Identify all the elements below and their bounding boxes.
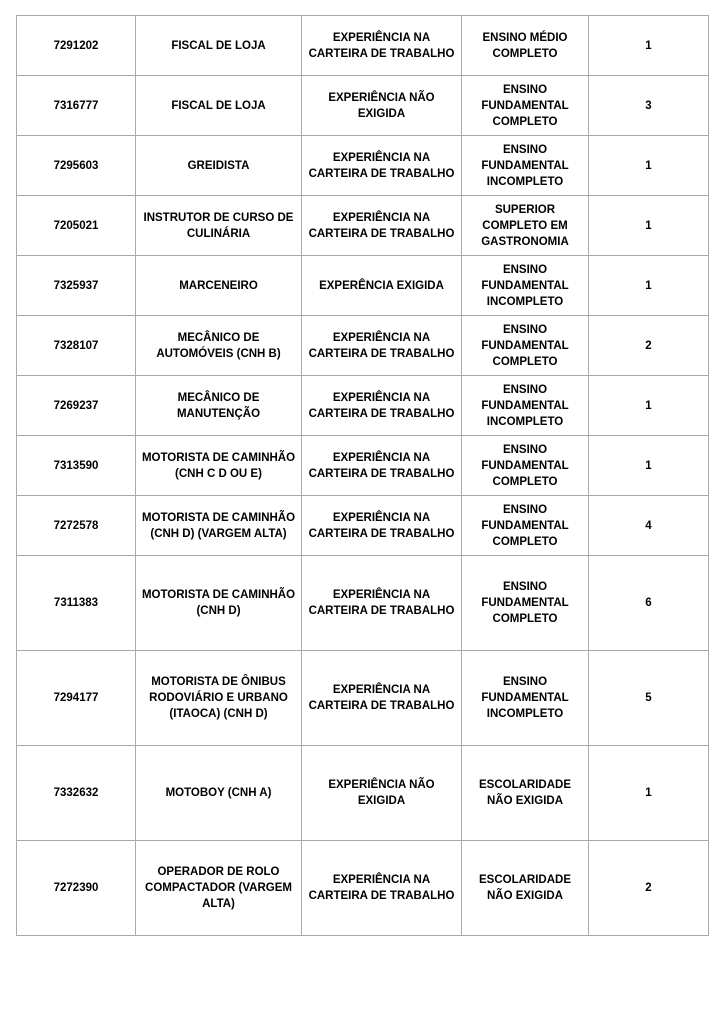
job-role: MOTORISTA DE CAMINHÃO (CNH D) (VARGEM ALTA) [136, 496, 302, 556]
table-row [17, 136, 709, 196]
job-experience: EXPERÊNCIA EXIGIDA [302, 256, 462, 316]
job-code: 7291202 [17, 16, 136, 76]
table-row [17, 256, 709, 316]
job-education: ENSINO FUNDAMENTAL COMPLETO [462, 556, 589, 651]
job-education: ENSINO FUNDAMENTAL INCOMPLETO [462, 376, 589, 436]
job-vacancies-table [16, 15, 709, 936]
table-row [17, 496, 709, 556]
job-role: MARCENEIRO [136, 256, 302, 316]
job-experience: EXPERIÊNCIA NA CARTEIRA DE TRABALHO [302, 556, 462, 651]
job-vacancies: 1 [589, 196, 709, 256]
table-row [17, 76, 709, 136]
table-row [17, 196, 709, 256]
job-experience: EXPERIÊNCIA NA CARTEIRA DE TRABALHO [302, 316, 462, 376]
job-vacancies: 3 [589, 76, 709, 136]
job-code: 7325937 [17, 256, 136, 316]
job-vacancies: 1 [589, 16, 709, 76]
job-education: ENSINO FUNDAMENTAL COMPLETO [462, 76, 589, 136]
job-role: MOTOBOY (CNH A) [136, 746, 302, 841]
job-code: 7311383 [17, 556, 136, 651]
job-experience: EXPERIÊNCIA NA CARTEIRA DE TRABALHO [302, 16, 462, 76]
job-vacancies: 5 [589, 651, 709, 746]
job-education: ESCOLARIDADE NÃO EXIGIDA [462, 746, 589, 841]
table-row [17, 746, 709, 841]
job-education: SUPERIOR COMPLETO EM GASTRONOMIA [462, 196, 589, 256]
job-role: MOTORISTA DE CAMINHÃO (CNH D) [136, 556, 302, 651]
job-experience: EXPERIÊNCIA NA CARTEIRA DE TRABALHO [302, 136, 462, 196]
job-education: ENSINO FUNDAMENTAL INCOMPLETO [462, 136, 589, 196]
job-experience: EXPERIÊNCIA NA CARTEIRA DE TRABALHO [302, 436, 462, 496]
job-education: ENSINO FUNDAMENTAL COMPLETO [462, 436, 589, 496]
table-row [17, 316, 709, 376]
job-vacancies: 1 [589, 436, 709, 496]
job-code: 7328107 [17, 316, 136, 376]
job-vacancies: 6 [589, 556, 709, 651]
job-code: 7295603 [17, 136, 136, 196]
job-experience: EXPERIÊNCIA NA CARTEIRA DE TRABALHO [302, 376, 462, 436]
job-role: FISCAL DE LOJA [136, 76, 302, 136]
table-row [17, 436, 709, 496]
job-role: MECÂNICO DE AUTOMÓVEIS (CNH B) [136, 316, 302, 376]
job-role: MOTORISTA DE ÔNIBUS RODOVIÁRIO E URBANO (ITAOCA) (CNH D) [136, 651, 302, 746]
job-code: 7269237 [17, 376, 136, 436]
job-education: ENSINO FUNDAMENTAL COMPLETO [462, 316, 589, 376]
job-role: FISCAL DE LOJA [136, 16, 302, 76]
table-row [17, 16, 709, 76]
job-experience: EXPERIÊNCIA NA CARTEIRA DE TRABALHO [302, 196, 462, 256]
job-vacancies: 2 [589, 316, 709, 376]
job-vacancies: 1 [589, 256, 709, 316]
job-vacancies: 2 [589, 841, 709, 936]
job-code: 7272578 [17, 496, 136, 556]
job-code: 7332632 [17, 746, 136, 841]
job-code: 7272390 [17, 841, 136, 936]
job-role: INSTRUTOR DE CURSO DE CULINÁRIA [136, 196, 302, 256]
table-row [17, 556, 709, 651]
job-vacancies: 1 [589, 376, 709, 436]
job-code: 7205021 [17, 196, 136, 256]
job-experience: EXPERIÊNCIA NA CARTEIRA DE TRABALHO [302, 496, 462, 556]
job-code: 7294177 [17, 651, 136, 746]
table-row [17, 841, 709, 936]
job-experience: EXPERIÊNCIA NA CARTEIRA DE TRABALHO [302, 841, 462, 936]
job-role: GREIDISTA [136, 136, 302, 196]
job-experience: EXPERIÊNCIA NÃO EXIGIDA [302, 746, 462, 841]
job-code: 7313590 [17, 436, 136, 496]
table-row [17, 651, 709, 746]
job-education: ENSINO FUNDAMENTAL INCOMPLETO [462, 256, 589, 316]
job-vacancies: 4 [589, 496, 709, 556]
job-vacancies: 1 [589, 136, 709, 196]
job-role: OPERADOR DE ROLO COMPACTADOR (VARGEM ALTA) [136, 841, 302, 936]
job-vacancies: 1 [589, 746, 709, 841]
job-role: MOTORISTA DE CAMINHÃO (CNH C D OU E) [136, 436, 302, 496]
job-education: ENSINO FUNDAMENTAL INCOMPLETO [462, 651, 589, 746]
table-row [17, 376, 709, 436]
job-education: ESCOLARIDADE NÃO EXIGIDA [462, 841, 589, 936]
job-education: ENSINO MÉDIO COMPLETO [462, 16, 589, 76]
job-code: 7316777 [17, 76, 136, 136]
job-experience: EXPERIÊNCIA NÃO EXIGIDA [302, 76, 462, 136]
job-education: ENSINO FUNDAMENTAL COMPLETO [462, 496, 589, 556]
job-role: MECÂNICO DE MANUTENÇÃO [136, 376, 302, 436]
job-experience: EXPERIÊNCIA NA CARTEIRA DE TRABALHO [302, 651, 462, 746]
